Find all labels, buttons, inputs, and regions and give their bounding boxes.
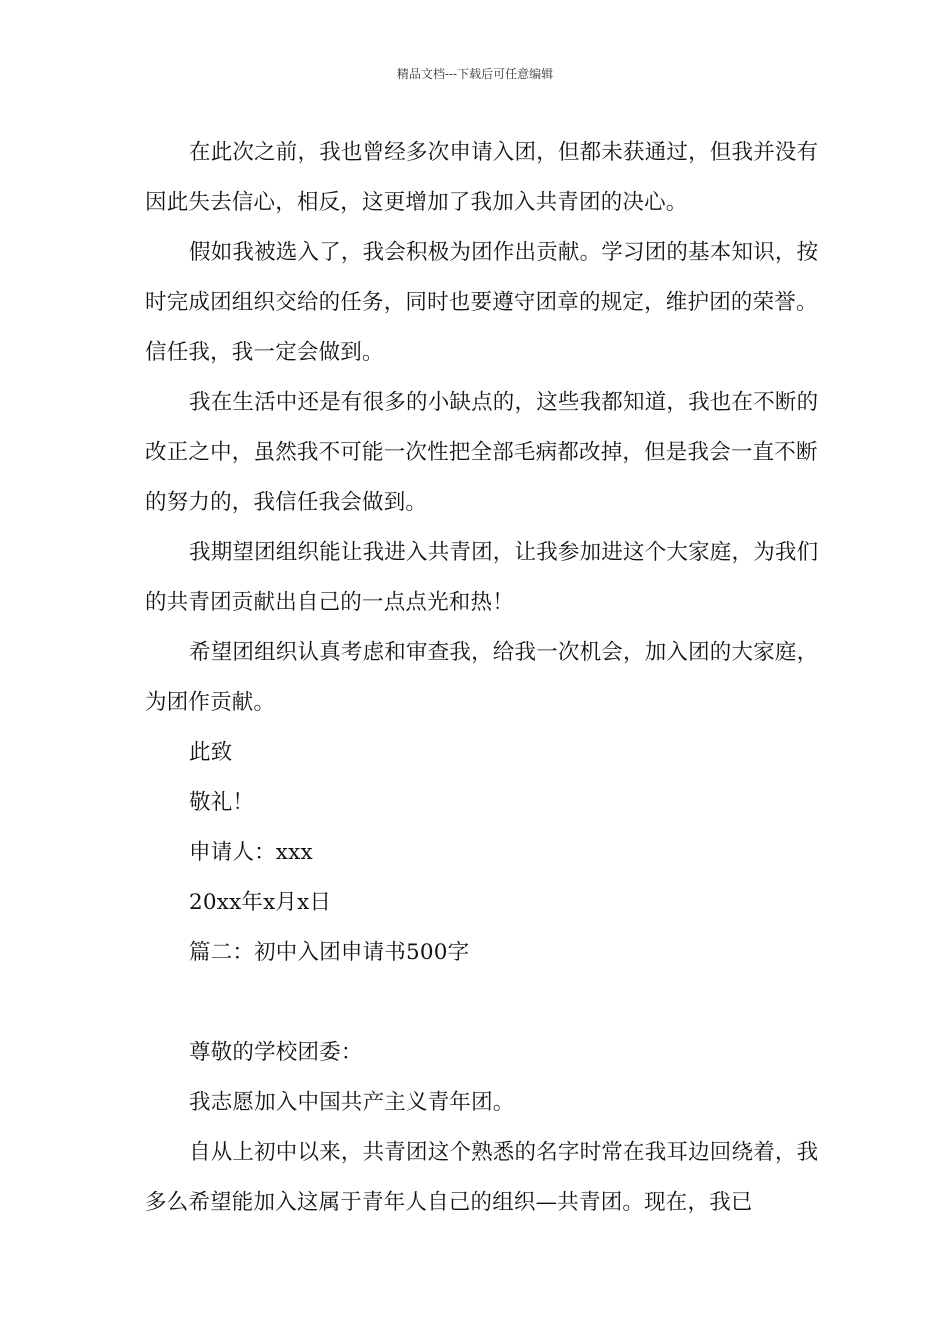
letter2-line1: 我志愿加入中国共产主义青年团。 <box>189 1090 515 1115</box>
document-body <box>145 128 835 1228</box>
salutation-2: 敬礼！ <box>189 790 255 815</box>
blank-line <box>145 978 835 1028</box>
paragraph-2: 假如我被选入了，我会积极为团作出贡献。学习团的基本知识，按时完成团组织交给的任务，同时也要遵守团章的规定，维护团的荣誉。信任我，我一定会做到。 <box>145 240 819 365</box>
salutation-1: 此致 <box>189 740 233 765</box>
paragraph-5: 希望团组织认真考虑和审查我，给我一次机会，加入团的大家庭，为团作贡献。 <box>145 640 819 715</box>
letter2-greeting: 尊敬的学校团委： <box>189 1040 363 1065</box>
paragraph-3: 我在生活中还是有很多的小缺点的，这些我都知道，我也在不断的改正之中，虽然我不可能一次性把全部毛病都改掉，但是我会一直不断的努力的，我信任我会做到。 <box>145 390 819 515</box>
date-line: 20xx年x月x日 <box>189 890 332 915</box>
applicant-line: 申请人：xxx <box>189 840 313 865</box>
letter2-paragraph-1: 自从上初中以来，共青团这个熟悉的名字时常在我耳边回绕着，我多么希望能加入这属于青年人自己的组织—共青团。现在，我已 <box>145 1140 819 1215</box>
paragraph-4: 我期望团组织能让我进入共青团，让我参加进这个大家庭，为我们的共青团贡献出自己的一点点光和热！ <box>145 540 819 615</box>
paragraph-1: 在此次之前，我也曾经多次申请入团，但都未获通过，但我并没有因此失去信心，相反，这更增加了我加入共青团的决心。 <box>145 140 819 215</box>
page-header: 精品文档---下载后可任意编辑 <box>396 67 554 81</box>
section-title: 篇二：初中入团申请书500字 <box>189 940 470 965</box>
